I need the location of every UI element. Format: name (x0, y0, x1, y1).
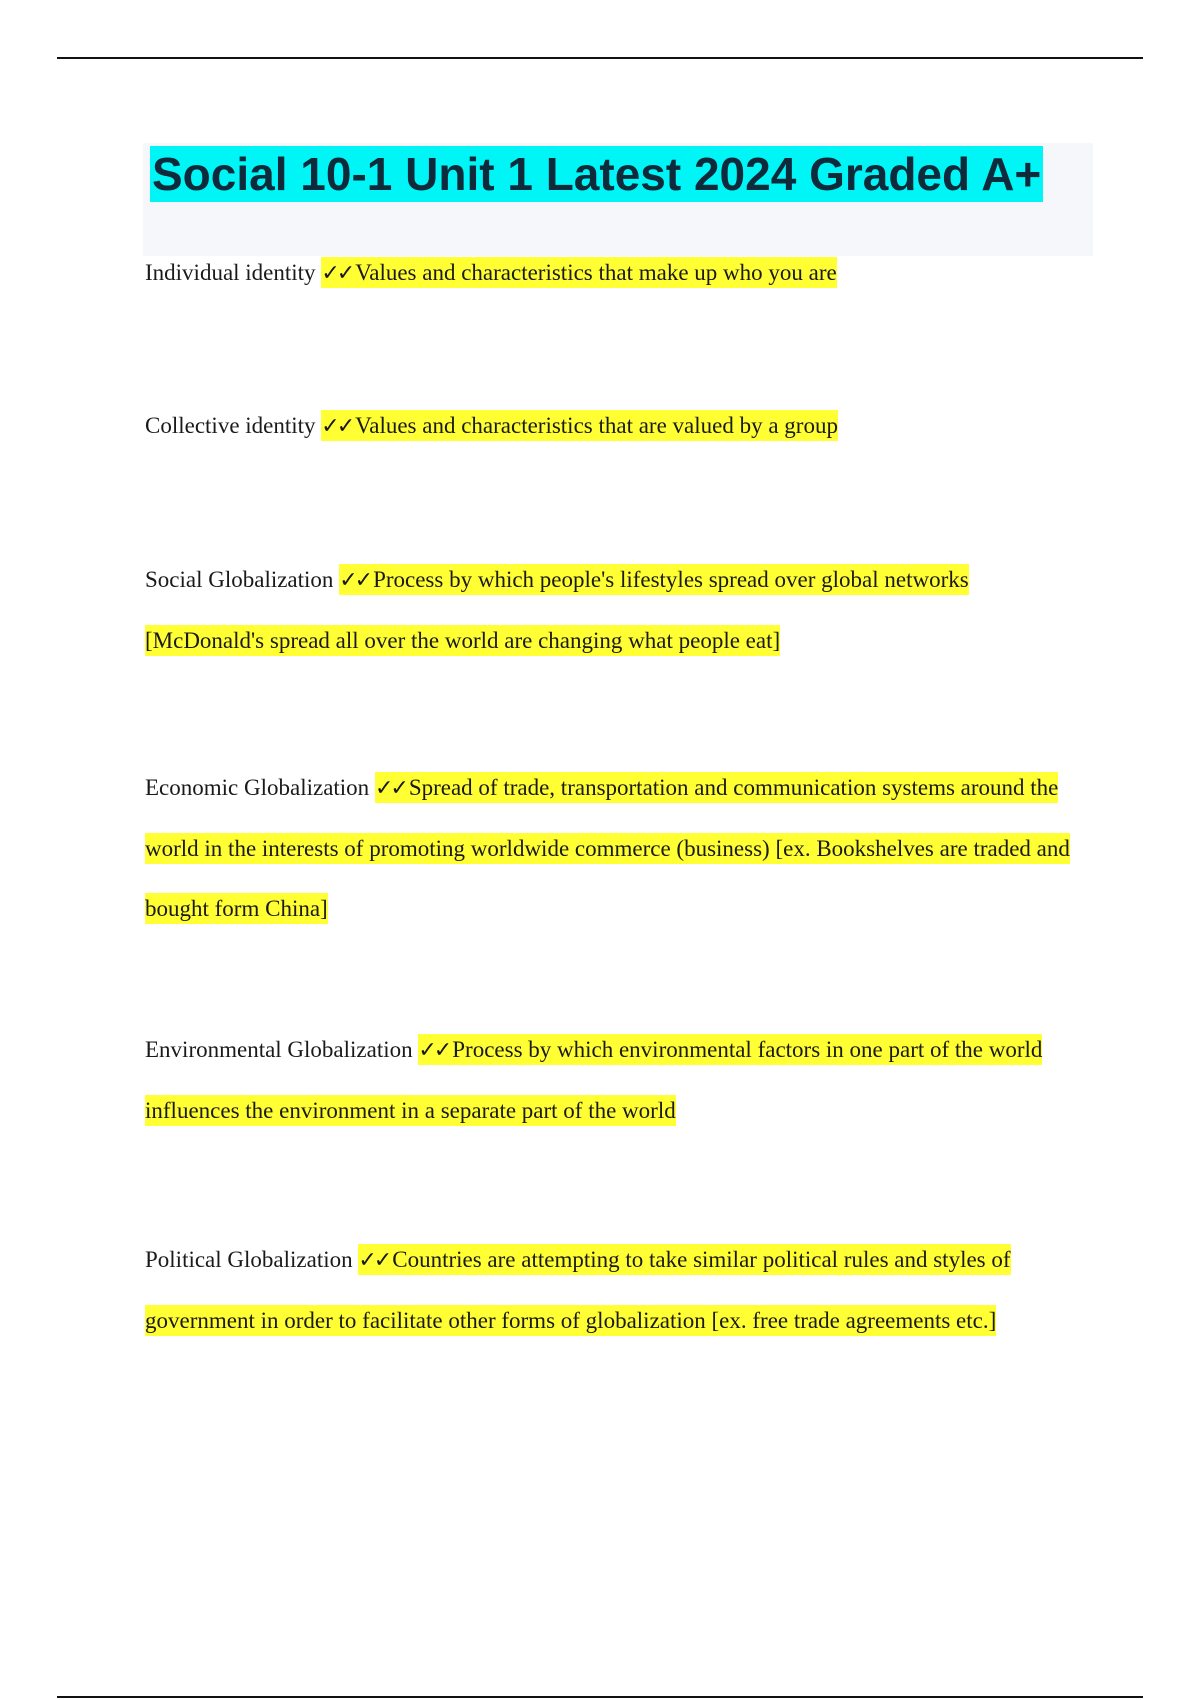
bottom-rule (57, 1696, 1143, 1698)
entry-term: Social Globalization (145, 567, 334, 592)
double-check-icon: ✓✓ (321, 414, 353, 439)
entry-definition: Countries are attempting to take similar political rules and styles of government in order to facilitate other forms of globalization [ex. free trade agreements etc.] (145, 1247, 1011, 1333)
double-check-icon: ✓✓ (358, 1248, 390, 1273)
entry-term: Collective identity (145, 413, 316, 438)
double-check-icon: ✓✓ (418, 1038, 450, 1063)
entry-economic-globalization (145, 758, 1080, 939)
double-check-icon: ✓✓ (321, 261, 353, 286)
entry-collective-identity (145, 396, 1080, 457)
entry-definition: Values and characteristics that are valued by a group (355, 413, 838, 438)
entry-term: Political Globalization (145, 1247, 353, 1272)
entry-answer (321, 257, 836, 288)
entry-term: Individual identity (145, 260, 316, 285)
double-check-icon: ✓✓ (374, 776, 406, 801)
entry-individual-identity (145, 243, 1080, 304)
entry-environmental-globalization (145, 1020, 1080, 1141)
entry-political-globalization (145, 1230, 1080, 1351)
entry-term: Economic Globalization (145, 775, 370, 800)
entry-term: Environmental Globalization (145, 1037, 413, 1062)
entry-definition: Spread of trade, transportation and communication systems around the world in the interests of promoting worldwide commerce (business) [ex. Bookshelves are traded and bought form China] (145, 775, 1070, 921)
top-rule (57, 57, 1143, 59)
entry-definition: Process by which environmental factors in one part of the world influences the environment in a separate part of the world (145, 1037, 1043, 1123)
double-check-icon: ✓✓ (339, 568, 371, 593)
page-title: Social 10-1 Unit 1 Latest 2024 Graded A+ (152, 148, 1042, 200)
entry-definition: Process by which people's lifestyles spread over global networks [McDonald's spread all over the world are changing what people eat] (145, 567, 969, 653)
entry-definition: Values and characteristics that make up who you are (355, 260, 837, 285)
entry-answer (321, 410, 838, 441)
entry-social-globalization (145, 550, 1080, 671)
